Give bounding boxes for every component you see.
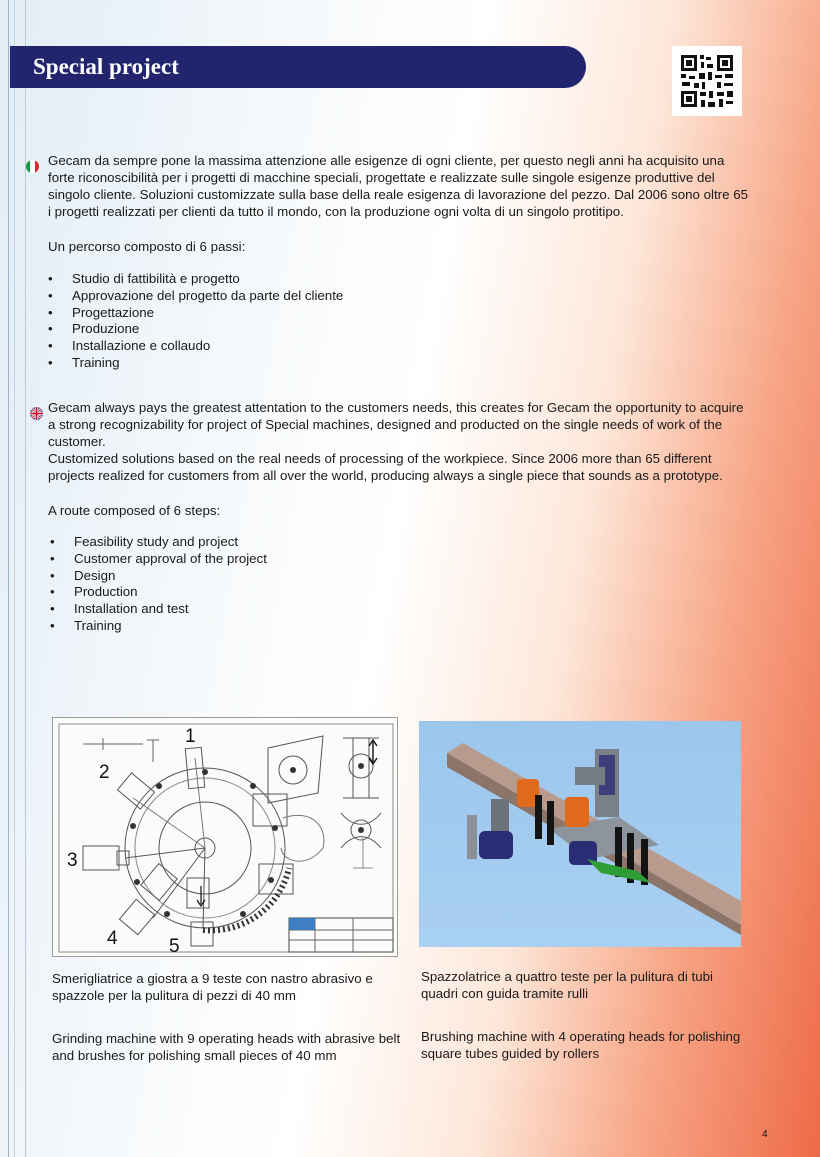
list-item: • Training <box>50 618 267 635</box>
page-number: 4 <box>762 1129 768 1140</box>
list-item: • Installazione e collaudo <box>48 338 343 355</box>
header-banner <box>10 46 586 88</box>
uk-flag-icon <box>30 407 43 420</box>
drawing-label-1: 1 <box>185 726 196 747</box>
technical-drawing-figure <box>52 717 398 957</box>
italian-steps-heading: Un percorso composto di 6 passi: <box>48 239 246 254</box>
left-figure-caption-english: Grinding machine with 9 operating heads with abrasive belt and brushes for polishing small pieces of 40 mm <box>52 1031 401 1063</box>
list-item: • Production <box>50 584 267 601</box>
list-item: • Customer approval of the project <box>50 551 267 568</box>
italian-steps-list <box>48 271 343 372</box>
list-item: • Approvazione del progetto da parte del cliente <box>48 288 343 305</box>
qr-code-icon <box>672 46 742 116</box>
italy-flag-icon <box>26 160 39 173</box>
italian-intro-text: Gecam da sempre pone la massima attenzione alle esigenze di ogni cliente, per questo negli anni ha acquisito una forte riconoscibilità per i progetti di macchine speciali, progettate e realizzate sulle singole esigenze produttive del singolo cliente. Soluzioni customizzate sulla base della reale esigenza di lavorazione del pezzo. Dal 2006 sono oltre 65 i progetti realizzati per clienti da tutto il mondo, con la produzione ogni volta di un singolo protitipo. <box>48 153 748 219</box>
english-intro-text-2: Customized solutions based on the real needs of processing of the workpiece. Since 2006 more than 65 different projects realized for customers from all over the world, producing always a single piece that sounds as a prototype. <box>48 451 723 483</box>
left-figure-caption-italian: Smerigliatrice a giostra a 9 teste con nastro abrasivo e spazzole per la pulitura di pezzi di 40 mm <box>52 971 373 1003</box>
drawing-label-5: 5 <box>169 936 180 957</box>
right-figure-caption-italian: Spazzolatrice a quattro teste per la pulitura di tubi quadri con guida tramite rulli <box>421 969 713 1001</box>
drawing-label-2: 2 <box>99 762 110 783</box>
list-item: • Progettazione <box>48 305 343 322</box>
english-steps-list <box>50 534 267 635</box>
drawing-label-3: 3 <box>67 850 78 871</box>
margin-rule-lines <box>8 0 26 1157</box>
brushing-machine-render <box>419 721 741 947</box>
right-figure-caption-english: Brushing machine with 4 operating heads for polishing square tubes guided by rollers <box>421 1029 741 1061</box>
list-item: • Design <box>50 568 267 585</box>
list-item: • Installation and test <box>50 601 267 618</box>
english-steps-heading: A route composed of 6 steps: <box>48 503 221 518</box>
page-title: Special project <box>33 54 179 79</box>
english-intro-text: Gecam always pays the greatest attentation to the customers needs, this creates for Gecam the opportunity to acquire a strong recognizability for project of Special machines, designed and producted on the single needs of work of the customer. <box>48 400 744 449</box>
list-item: • Training <box>48 355 343 372</box>
list-item: • Produzione <box>48 321 343 338</box>
list-item: • Studio di fattibilità e progetto <box>48 271 343 288</box>
drawing-label-4: 4 <box>107 928 118 949</box>
list-item: • Feasibility study and project <box>50 534 267 551</box>
